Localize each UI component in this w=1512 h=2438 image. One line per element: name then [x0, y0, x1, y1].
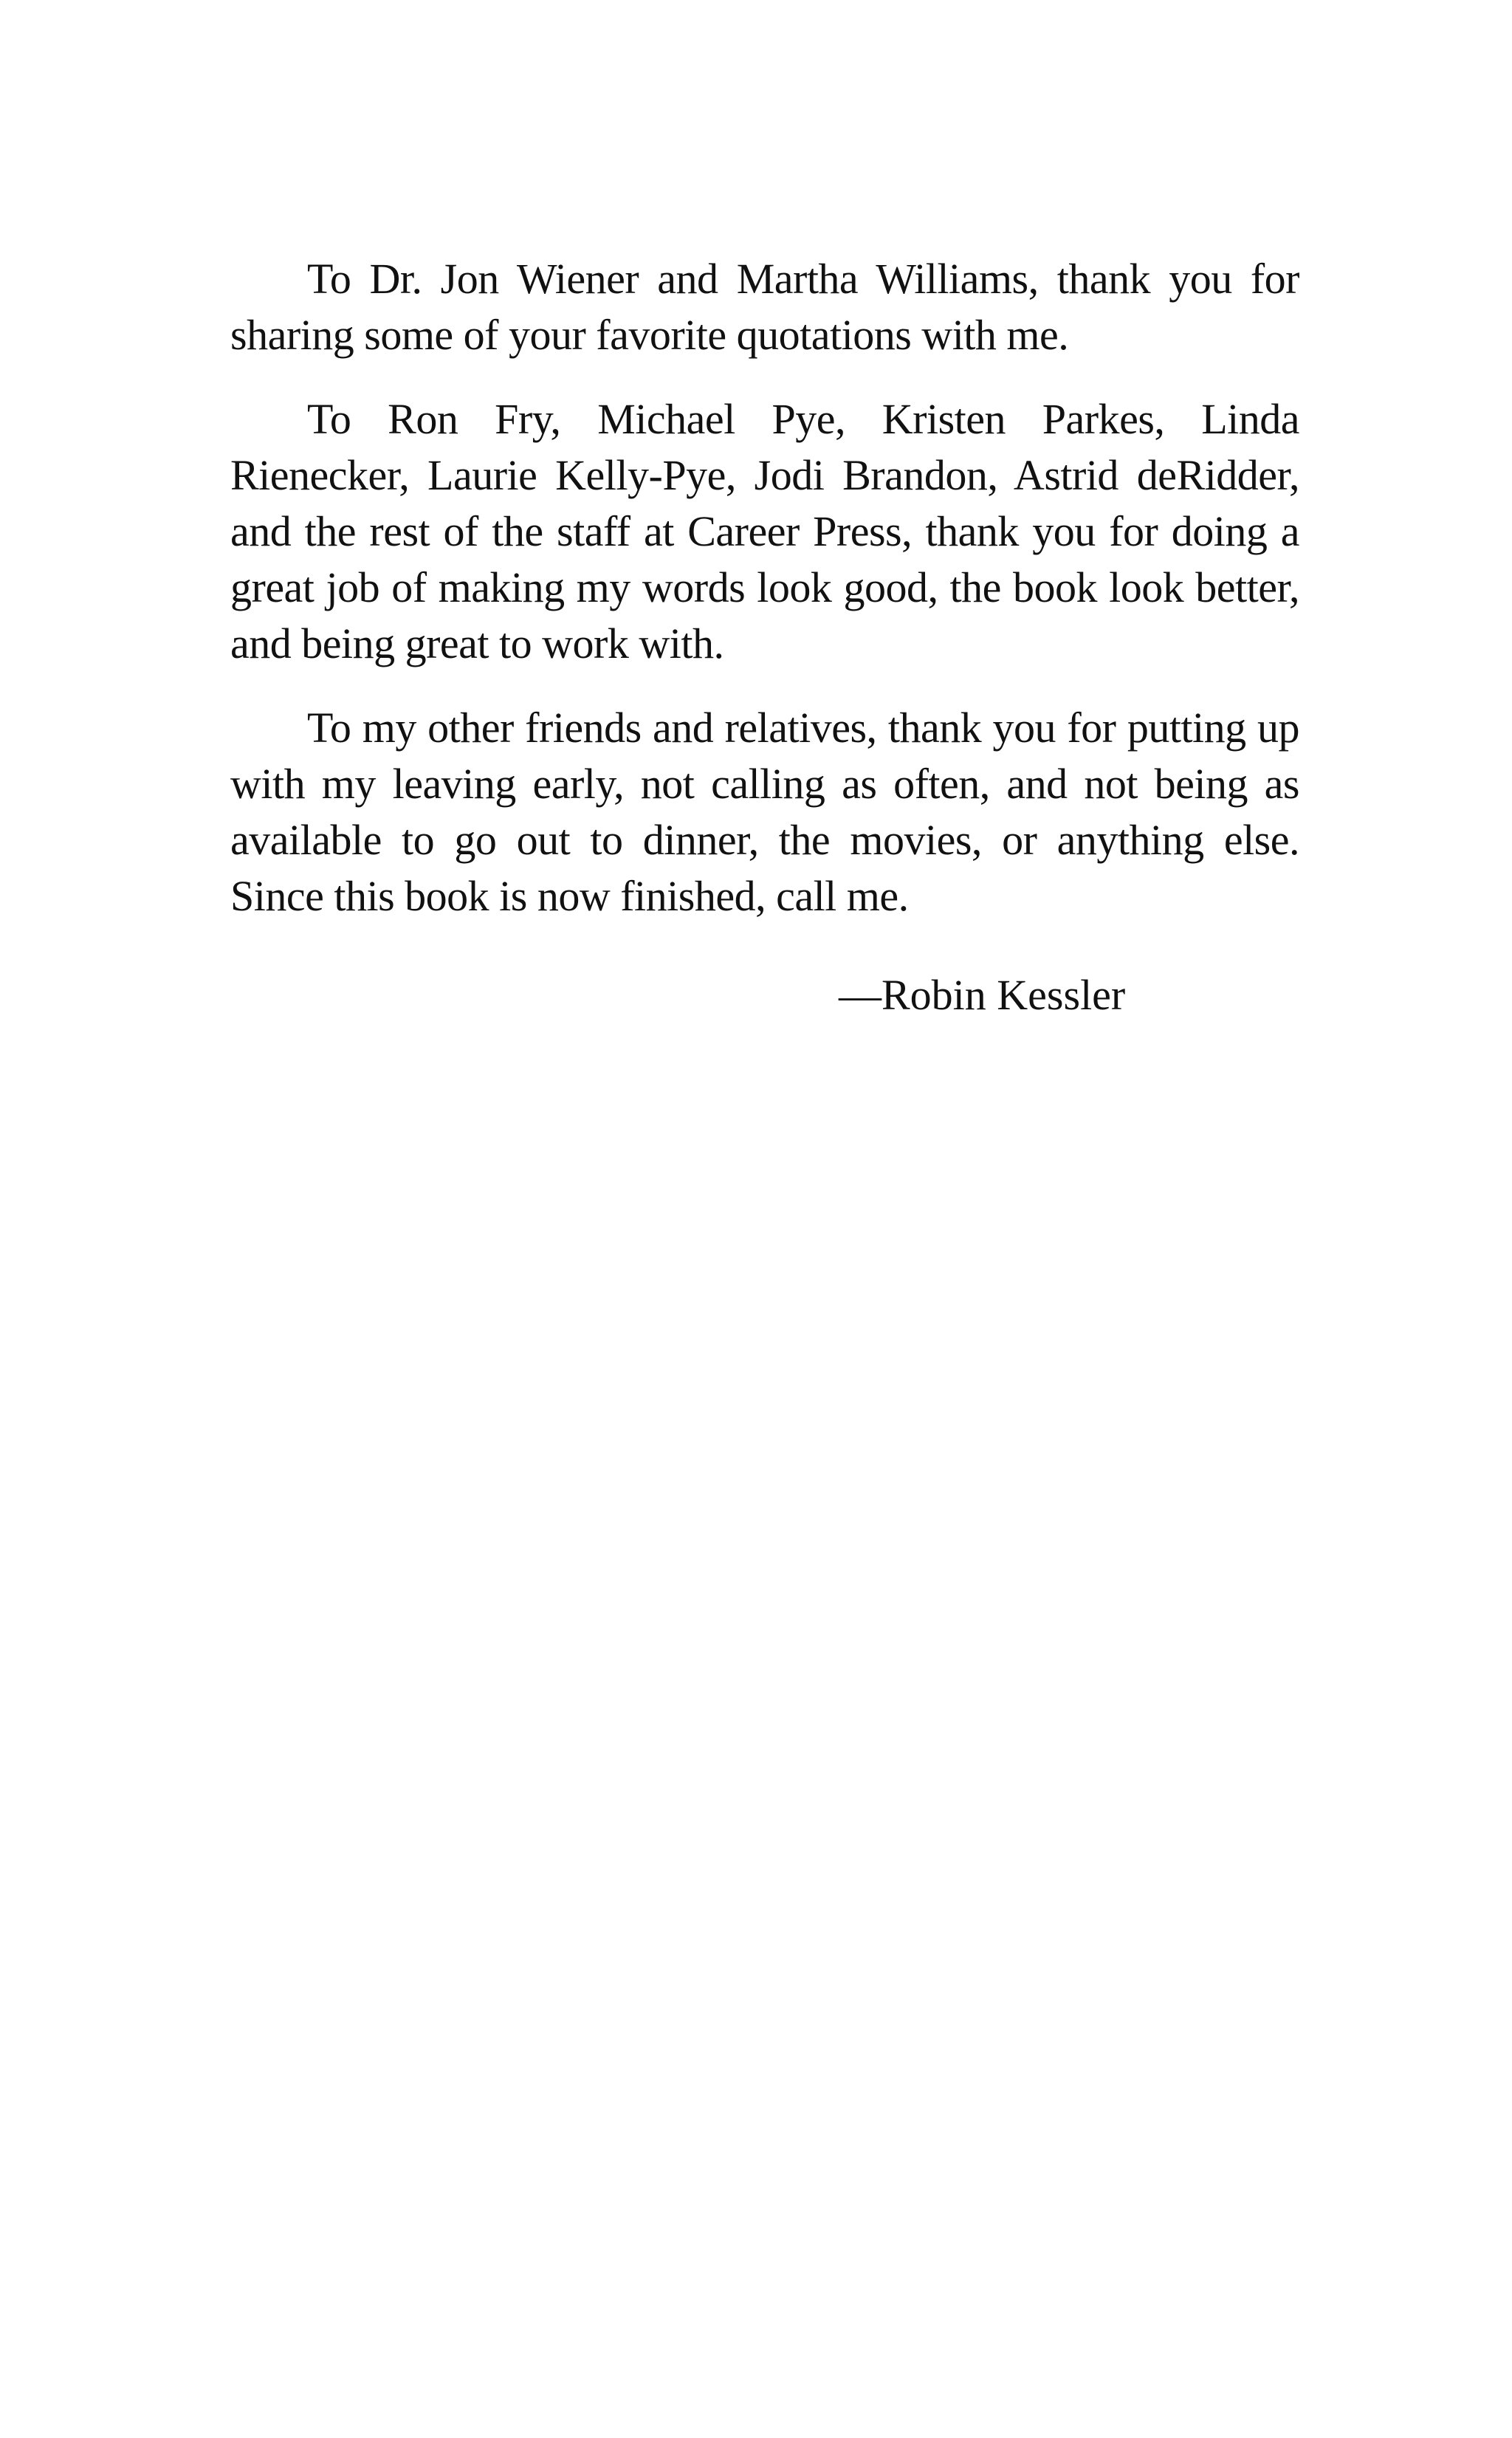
acknowledgments-body — [230, 251, 1299, 952]
author-signature: —Robin Kessler — [839, 971, 1126, 1019]
paragraph-quotations-thanks: To Dr. Jon Wiener and Martha Williams, thank you for sharing some of your favorite quotations with me. — [230, 255, 1299, 359]
paragraph-staff-thanks: To Ron Fry, Michael Pye, Kristen Parkes, Linda Rienecker, Laurie Kelly-Pye, Jodi Brandon, Astrid deRidder, and the rest of the staff at Career Press, thank you for doing a great job of making my words look good, the book look better, and being great to work with. — [230, 395, 1299, 667]
paragraph-friends-thanks: To my other friends and relatives, thank you for putting up with my leaving early, not calling as often, and not being as available to go out to dinner, the movies, or anything else. Since this book is now finished, call me. — [230, 704, 1299, 920]
